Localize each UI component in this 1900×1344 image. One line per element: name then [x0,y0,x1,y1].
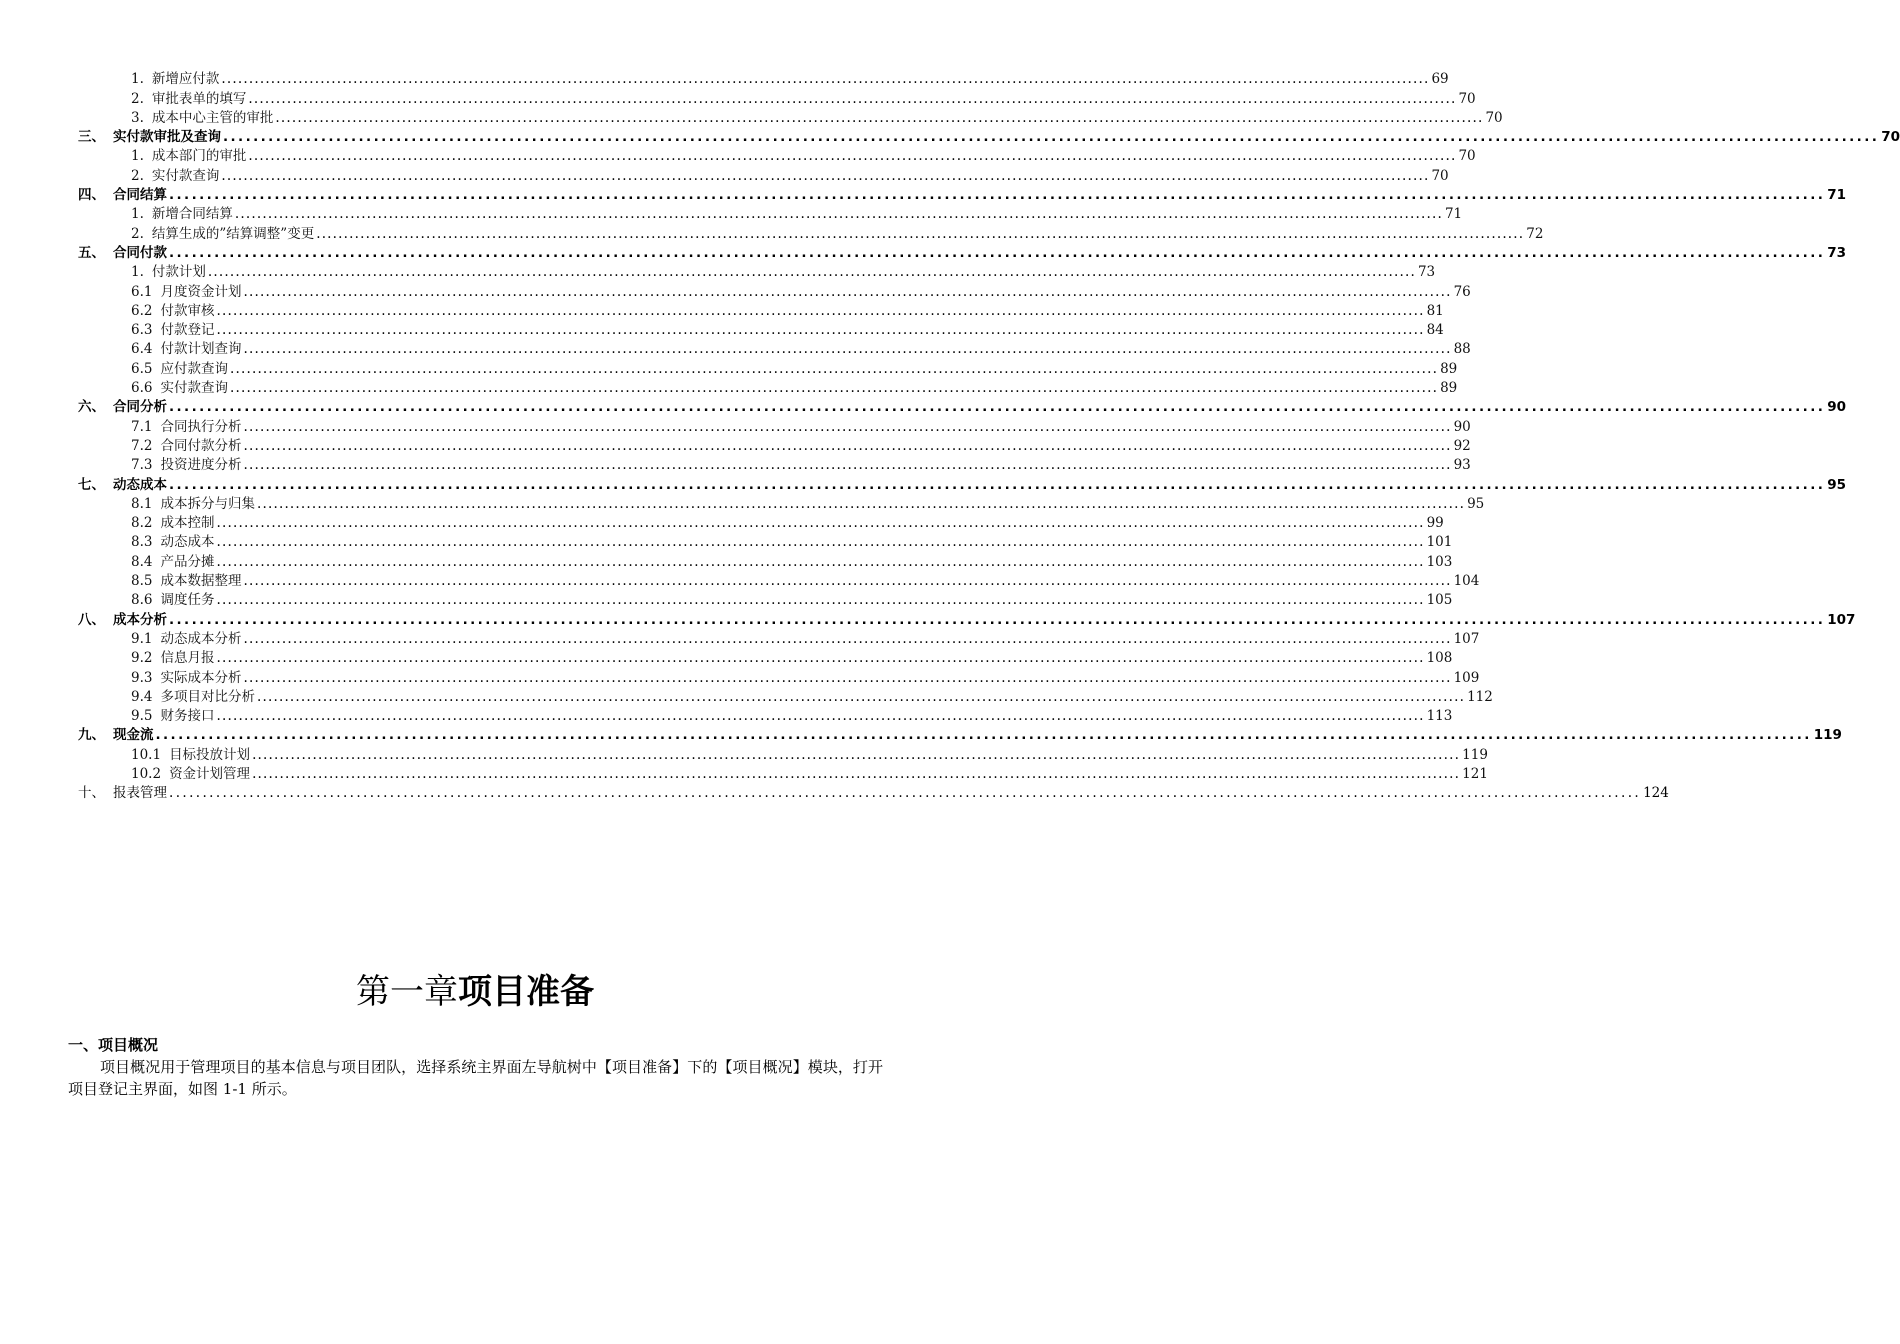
chapter-prefix: 第一章 [356,972,458,1012]
toc-entry-page-number: 90 [1453,418,1471,435]
toc-section-entry[interactable] [0,126,1900,146]
toc-subsection-entry[interactable] [0,666,1480,686]
toc-entry-number: 七、 [78,476,105,493]
toc-entry-page-number: 73 [1417,264,1436,281]
toc-entry-number: 十、 [78,785,105,802]
toc-entry-number: 3. [131,109,144,126]
toc-dot-leader: ............................................................................................................................................................................................................................ [169,187,1826,204]
toc-entry-page-number: 113 [1426,708,1453,725]
toc-entry-page-number: 88 [1453,341,1471,358]
toc-entry-title: 合同付款分析 [160,437,242,454]
toc-subsection-entry[interactable] [0,222,1544,242]
toc-section-entry[interactable] [0,396,1847,416]
toc-entry-title: 调度任务 [160,592,215,609]
toc-entry-page-number: 89 [1440,380,1458,397]
toc-entry-title: 成本数据整理 [160,573,242,590]
toc-entry-page-number: 107 [1453,630,1480,647]
toc-section-entry[interactable] [0,184,1847,204]
toc-dot-leader: ............................................................................................................................................................................................................................ [256,495,1466,512]
toc-dot-leader: ............................................................................................................................................................................................................................ [243,457,1452,474]
toc-entry-number: 2. [131,90,144,107]
toc-entry-number: 1. [131,206,144,223]
toc-entry-number: 6.3 [131,322,153,339]
toc-dot-leader: ............................................................................................................................................................................................................................ [275,109,1484,126]
toc-entry-number: 2. [131,167,144,184]
toc-entry-title: 报表管理 [113,785,167,802]
toc-dot-leader: ............................................................................................................................................................................................................................ [243,283,1452,300]
chapter-title [0,970,950,1014]
toc-entry-title: 付款计划 [151,264,206,281]
table-of-contents [0,68,1900,802]
toc-dot-leader: ............................................................................................................................................................................................................................ [169,785,1642,802]
toc-dot-leader: ............................................................................................................................................................................................................................ [216,650,1425,667]
toc-dot-leader: ............................................................................................................................................................................................................................ [243,573,1452,590]
section-body-text: 项目概况用于管理项目的基本信息与项目团队，选择系统主界面左导航树中【项目准备】下的【项目概况】模块，打开项目登记主界面，如图 1-1 所示。 [68,1058,883,1098]
toc-entry-page-number: 70 [1458,90,1476,107]
chapter-main-title: 项目准备 [458,972,594,1012]
toc-entry-title: 实际成本分析 [160,669,242,686]
toc-entry-title: 实付款查询 [160,380,228,397]
toc-subsection-entry[interactable] [0,686,1493,705]
toc-entry-page-number: 76 [1453,283,1471,300]
toc-dot-leader: ............................................................................................................................................................................................................................ [229,360,1439,377]
toc-entry-page-number: 105 [1426,592,1453,609]
toc-entry-page-number: 108 [1426,650,1453,667]
toc-entry-page-number: 124 [1643,785,1669,802]
toc-entry-page-number: 119 [1813,727,1842,744]
toc-subsection-entry[interactable] [0,550,1453,570]
toc-subsection-entry[interactable] [0,705,1453,725]
toc-subsection-entry[interactable] [0,531,1453,551]
toc-entry-page-number: 92 [1453,437,1471,454]
toc-subsection-entry[interactable] [0,280,1471,300]
toc-entry-title: 实付款查询 [151,167,220,184]
toc-entry-title: 成本部门的审批 [151,148,247,165]
toc-entry-page-number: 72 [1526,225,1544,242]
toc-dot-leader: ............................................................................................................................................................................................................................ [234,206,1443,223]
toc-entry-title: 付款登记 [160,322,215,339]
toc-entry-number: 9.2 [131,650,153,667]
toc-subsection-entry[interactable] [0,107,1503,126]
toc-subsection-entry[interactable] [0,68,1449,88]
toc-entry-title: 目标投放计划 [169,746,251,763]
toc-entry-page-number: 69 [1431,71,1449,88]
section-heading: 一、项目概况 [68,1036,159,1054]
toc-subsection-entry[interactable] [0,203,1463,223]
toc-entry-number: 7.3 [131,457,153,474]
toc-dot-leader: ............................................................................................................................................................................................................................ [216,322,1425,339]
toc-entry-title: 资金计划管理 [169,765,251,782]
toc-entry-title: 结算生成的”结算调整”变更 [151,225,315,242]
toc-entry-page-number: 70 [1458,148,1476,165]
toc-entry-number: 9.5 [131,708,153,725]
toc-entry-page-number: 71 [1444,206,1463,223]
toc-entry-page-number: 84 [1426,322,1444,339]
toc-entry-number: 6.6 [131,380,153,397]
toc-dot-leader: ............................................................................................................................................................................................................................ [207,264,1416,281]
toc-entry-title: 新增合同结算 [151,206,233,223]
toc-entry-title: 新增应付款 [151,71,220,88]
toc-entry-number: 8.3 [131,534,153,551]
toc-dot-leader: ............................................................................................................................................................................................................................ [252,746,1461,763]
toc-dot-leader: ............................................................................................................................................................................................................................ [216,592,1425,609]
toc-subsection-entry[interactable] [0,647,1453,667]
toc-subsection-entry[interactable] [0,570,1480,590]
toc-entry-page-number: 71 [1827,187,1847,204]
toc-subsection-entry[interactable] [0,628,1480,647]
toc-entry-number: 2. [131,225,144,242]
toc-entry-title: 财务接口 [160,708,215,725]
toc-dot-leader: ............................................................................................................................................................................................................................ [248,90,1457,107]
toc-entry-number: 7.1 [131,418,153,435]
toc-subsection-entry[interactable] [0,415,1471,435]
toc-entry-title: 审批表单的填写 [151,90,247,107]
toc-entry-title: 现金流 [113,727,154,744]
toc-entry-number: 9.4 [131,688,153,705]
toc-subsection-entry[interactable] [0,763,1488,782]
toc-subsection-entry[interactable] [0,319,1444,339]
toc-dot-leader: ............................................................................................................................................................................................................................ [216,553,1425,570]
toc-dot-leader: ............................................................................................................................................................................................................................ [216,708,1425,725]
toc-entry-number: 五、 [78,244,105,261]
toc-entry-title: 合同执行分析 [160,418,242,435]
toc-entry-number: 6.5 [131,360,153,377]
toc-subsection-entry[interactable] [0,300,1444,319]
toc-dot-leader: ............................................................................................................................................................................................................................ [229,380,1439,397]
toc-entry-title: 月度资金计划 [160,283,242,300]
toc-dot-leader: ............................................................................................................................................................................................................................ [252,765,1461,782]
toc-section-entry[interactable] [0,608,1856,628]
toc-entry-page-number: 101 [1426,534,1453,551]
toc-dot-leader: ............................................................................................................................................................................................................................ [243,437,1452,454]
toc-subsection-entry[interactable] [0,493,1485,512]
toc-entry-page-number: 121 [1462,765,1488,782]
toc-entry-page-number: 99 [1426,515,1444,532]
toc-entry-title: 成本控制 [160,515,215,532]
toc-dot-leader: ............................................................................................................................................................................................................................ [248,148,1457,165]
toc-subsection-entry[interactable] [0,454,1471,474]
toc-entry-page-number: 112 [1467,688,1493,705]
toc-entry-number: 6.4 [131,341,153,358]
toc-entry-number: 6.1 [131,283,153,300]
toc-entry-number: 10.1 [131,746,162,763]
toc-dot-leader: ............................................................................................................................................................................................................................ [221,71,1430,88]
toc-dot-leader: ............................................................................................................................................................................................................................ [216,534,1425,551]
toc-entry-number: 8.2 [131,515,153,532]
toc-entry-number: 三、 [78,129,105,146]
toc-entry-page-number: 73 [1827,244,1847,261]
toc-entry-page-number: 93 [1453,457,1471,474]
toc-entry-number: 9.1 [131,630,153,647]
toc-entry-number: 1. [131,148,144,165]
toc-entry-title: 实付款审批及查询 [113,129,221,146]
toc-entry-number: 四、 [78,187,105,204]
toc-section-entry[interactable] [0,473,1847,493]
toc-entry-title: 合同付款 [113,244,167,261]
toc-dot-leader: ............................................................................................................................................................................................................................ [169,476,1826,493]
toc-subsection-entry[interactable] [0,743,1488,763]
toc-dot-leader: ............................................................................................................................................................................................................................ [169,611,1826,628]
toc-entry-number: 8.4 [131,553,153,570]
toc-entry-number: 1. [131,71,144,88]
toc-entry-title: 动态成本 [113,476,167,493]
toc-entry-page-number: 81 [1426,302,1444,319]
toc-entry-number: 八、 [78,611,105,628]
toc-entry-title: 产品分摊 [160,553,215,570]
toc-entry-title: 多项目对比分析 [160,688,255,705]
toc-entry-title: 投资进度分析 [160,457,242,474]
toc-dot-leader: ............................................................................................................................................................................................................................ [243,418,1452,435]
toc-section-entry[interactable] [0,782,1669,802]
toc-subsection-entry[interactable] [0,512,1444,532]
toc-section-entry[interactable] [0,724,1842,744]
toc-entry-title: 合同结算 [113,187,167,204]
toc-entry-number: 6.2 [131,302,153,319]
toc-dot-leader: ............................................................................................................................................................................................................................ [243,630,1452,647]
toc-dot-leader: ............................................................................................................................................................................................................................ [223,129,1880,146]
toc-entry-page-number: 104 [1453,573,1480,590]
toc-entry-page-number: 70 [1431,167,1449,184]
toc-dot-leader: ............................................................................................................................................................................................................................ [155,727,1812,744]
toc-entry-page-number: 119 [1462,746,1488,763]
toc-subsection-entry[interactable] [0,377,1458,397]
toc-subsection-entry[interactable] [0,435,1471,454]
toc-entry-number: 8.5 [131,573,153,590]
toc-entry-page-number: 95 [1827,476,1847,493]
toc-entry-number: 10.2 [131,765,162,782]
toc-entry-page-number: 90 [1827,399,1847,416]
toc-entry-number: 九、 [78,727,105,744]
toc-entry-page-number: 70 [1881,129,1900,146]
toc-entry-page-number: 103 [1426,553,1453,570]
toc-dot-leader: ............................................................................................................................................................................................................................ [216,302,1425,319]
toc-subsection-entry[interactable] [0,589,1453,609]
toc-subsection-entry[interactable] [0,87,1476,107]
toc-section-entry[interactable] [0,242,1847,261]
toc-entry-number: 8.1 [131,495,153,512]
toc-entry-page-number: 107 [1827,611,1856,628]
toc-entry-title: 成本中心主管的审批 [151,109,274,126]
toc-entry-page-number: 109 [1453,669,1480,686]
toc-subsection-entry[interactable] [0,338,1471,358]
toc-entry-title: 成本分析 [113,611,167,628]
toc-entry-title: 信息月报 [160,650,215,667]
toc-entry-title: 成本拆分与归集 [160,495,255,512]
toc-entry-number: 1. [131,264,144,281]
toc-dot-leader: ............................................................................................................................................................................................................................ [216,515,1425,532]
toc-entry-page-number: 95 [1467,495,1485,512]
toc-dot-leader: ............................................................................................................................................................................................................................ [169,399,1826,416]
toc-entry-number: 六、 [78,399,105,416]
toc-dot-leader: ............................................................................................................................................................................................................................ [221,167,1430,184]
toc-entry-title: 付款计划查询 [160,341,242,358]
toc-dot-leader: ............................................................................................................................................................................................................................ [256,688,1466,705]
toc-entry-page-number: 70 [1485,109,1503,126]
toc-subsection-entry[interactable] [0,357,1458,377]
toc-entry-page-number: 89 [1440,360,1458,377]
toc-entry-number: 8.6 [131,592,153,609]
toc-dot-leader: ............................................................................................................................................................................................................................ [243,341,1452,358]
toc-entry-title: 动态成本分析 [160,630,242,647]
toc-entry-title: 动态成本 [160,534,215,551]
toc-entry-number: 9.3 [131,669,153,686]
toc-dot-leader: ............................................................................................................................................................................................................................ [316,225,1525,242]
toc-subsection-entry[interactable] [0,261,1436,281]
toc-dot-leader: ............................................................................................................................................................................................................................ [169,244,1826,261]
toc-subsection-entry[interactable] [0,145,1476,165]
toc-entry-title: 合同分析 [113,399,167,416]
toc-entry-number: 7.2 [131,437,153,454]
toc-dot-leader: ............................................................................................................................................................................................................................ [243,669,1452,686]
toc-entry-title: 付款审核 [160,302,215,319]
toc-entry-title: 应付款查询 [160,360,228,377]
toc-subsection-entry[interactable] [0,164,1449,184]
